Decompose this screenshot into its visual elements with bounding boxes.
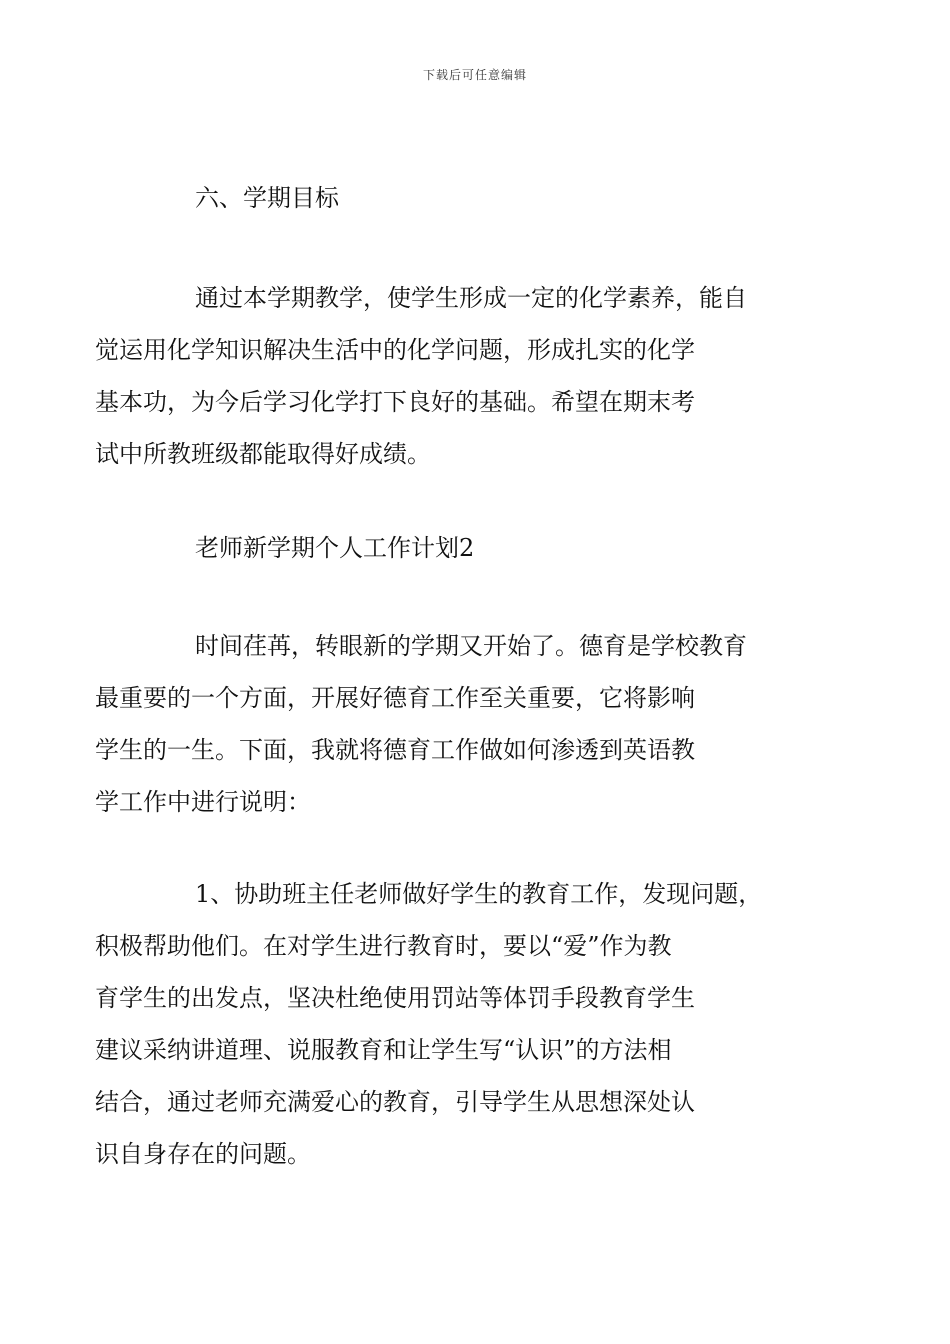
paragraph-line: 建议采纳讲道理、说服教育和让学生写“认识”的方法相 (95, 1036, 672, 1064)
paragraph-line: 结合，通过老师充满爱心的教育，引导学生从思想深处认 (95, 1088, 695, 1116)
paragraph-line: 积极帮助他们。在对学生进行教育时，要以“爱”作为教 (95, 932, 672, 960)
paragraph-semester-goal (95, 272, 810, 480)
paragraph-item-1 (95, 868, 810, 1180)
paragraph-line: 基本功，为今后学习化学打下良好的基础。希望在期末考 (95, 388, 695, 416)
paragraph-line: 通过本学期教学，使学生形成一定的化学素养，能自 (195, 284, 747, 312)
paragraph-line: 试中所教班级都能取得好成绩。 (95, 440, 431, 468)
paragraph-intro (95, 620, 810, 828)
plan-title: 老师新学期个人工作计划2 (195, 534, 475, 562)
paragraph-line: 最重要的一个方面，开展好德育工作至关重要，它将影响 (95, 684, 695, 712)
paragraph-line: 识自身存在的问题。 (95, 1140, 311, 1168)
page-header-note: 下载后可任意编辑 (422, 68, 527, 82)
paragraph-line: 觉运用化学知识解决生活中的化学问题，形成扎实的化学 (95, 336, 695, 364)
paragraph-line: 时间荏苒，转眼新的学期又开始了。德育是学校教育 (195, 632, 747, 660)
paragraph-line: 1、协助班主任老师做好学生的教育工作，发现问题， (195, 880, 763, 908)
paragraph-line: 学生的一生。下面，我就将德育工作做如何渗透到英语教 (95, 736, 695, 764)
paragraph-line: 育学生的出发点，坚决杜绝使用罚站等体罚手段教育学生 (95, 984, 695, 1012)
paragraph-line: 学工作中进行说明： (95, 788, 311, 816)
section-heading: 六、学期目标 (195, 184, 339, 212)
